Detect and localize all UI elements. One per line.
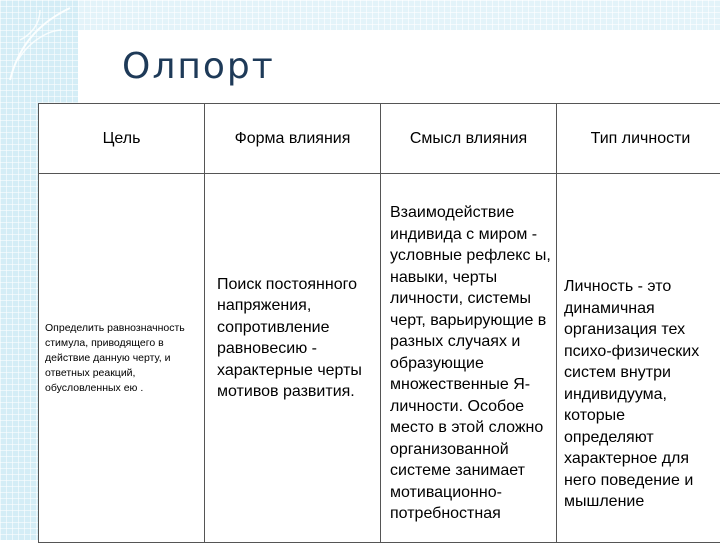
header-type: Тип личности — [557, 104, 720, 174]
header-form: Форма влияния — [205, 104, 381, 174]
cell-meaning: Взаимодействие индивида с миром - условные рефлекс ы, навыки, черты личности, системы черт, варьирующие в разных случаях и образующие множественные Я-личности. Особое место в этой сложно организованной системе занимает мотивационно-потребностная — [381, 174, 557, 543]
cell-type-text: Личность - это динамичная организация тех психо-физических систем внутри индивидуума, которые определяют характерное для него поведение и мышление — [564, 276, 714, 513]
slide-title: Олпорт — [122, 46, 275, 87]
header-meaning: Смысл влияния — [381, 104, 557, 174]
table-header-row — [39, 104, 720, 174]
cell-form: Поиск постоянного напряжения, сопротивление равновесию - характерные черты мотивов развития. — [205, 174, 381, 543]
swirl-decoration-icon — [0, 0, 80, 90]
top-decor-band — [0, 0, 720, 30]
header-goal: Цель — [39, 104, 205, 174]
allport-table — [38, 103, 720, 543]
table-row — [39, 174, 720, 543]
cell-goal: Определить равнозначность стимула, приводящего в действие данную черту, и ответных реакций, обусловленных ею . — [39, 174, 205, 543]
cell-type — [557, 174, 720, 543]
